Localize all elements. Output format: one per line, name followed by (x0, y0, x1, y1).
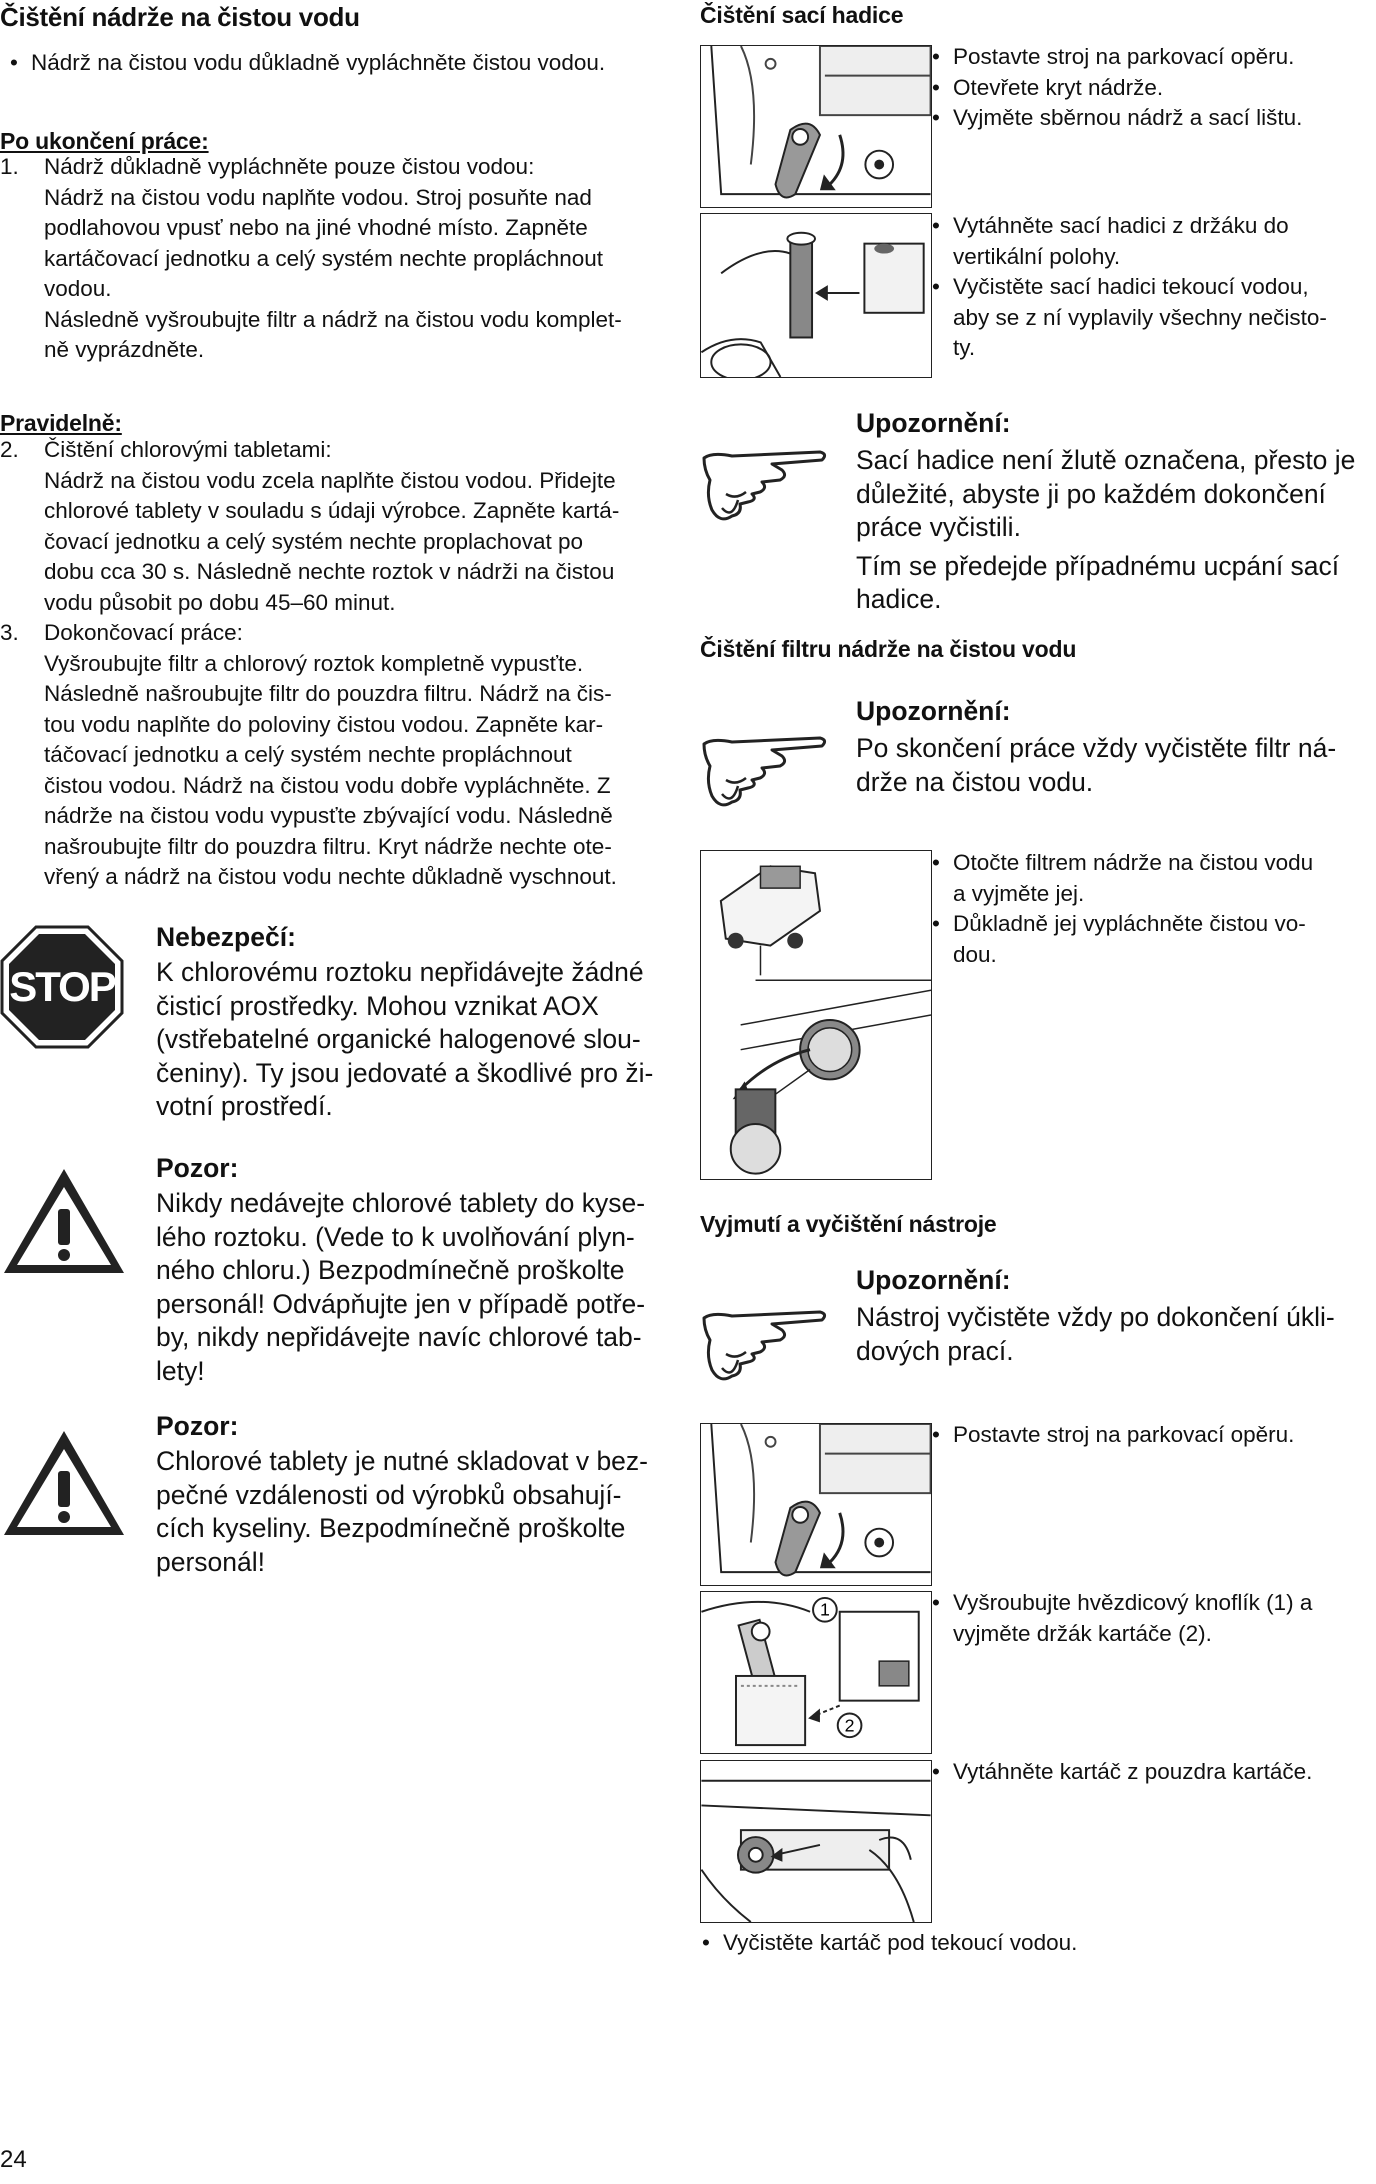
note-heading: Upozornění: (856, 1265, 1011, 1295)
section-title-filter: Čištění filtru nádrže na čistou vodu (700, 636, 1077, 662)
tool-step-1 (930, 1420, 1370, 1451)
list-item: • Postavte stroj na parkovací opěru. (930, 1420, 1370, 1451)
text-line: personál! (156, 1546, 266, 1577)
text-line: vřený a nádrž na čistou vodu nechte důkladně vyschnout. (44, 864, 617, 889)
list-item-continuation (930, 940, 1370, 971)
text-line: Nádrž na čistou vodu zcela naplňte čistou vodou. Přidejte (44, 467, 616, 493)
regular-heading: Pravidelně: (0, 410, 122, 436)
text-line: Vyšroubujte filtr a chlorový roztok kompletně vypusťte. (44, 650, 584, 676)
text-line: votní prostředí. (156, 1091, 333, 1121)
text-line: Chlorové tablety je nutné skladovat v bez- (156, 1446, 648, 1476)
note-heading: Upozornění: (856, 408, 1011, 438)
tool-step-4 (700, 1928, 1360, 1959)
text-line: hadice. (856, 584, 942, 614)
text-line: by, nikdy nepřidávejte navíc chlorové tab- (156, 1322, 642, 1352)
text-line: kartáčovací jednotku a celý systém nechte propláchnout (44, 245, 604, 271)
illustration-suction-hose (700, 213, 932, 378)
list-item-continuation (930, 1619, 1370, 1650)
pointing-hand-icon (702, 726, 832, 816)
tool-step-2 (930, 1588, 1370, 1649)
list-item: • Vytáhněte sací hadici z držáku do (930, 211, 1370, 242)
text-line: aby se z ní vyplavily všechny nečisto- (953, 304, 1327, 330)
step-number: 3. (0, 620, 19, 645)
stop-sign-label: STOP (9, 963, 115, 1010)
list-item-continuation (930, 242, 1370, 273)
list-item-continuation (930, 303, 1370, 334)
caution-heading: Pozor: (156, 1411, 239, 1441)
note-text (856, 732, 1376, 799)
text-line: drže na čistou vodu. (856, 766, 1094, 797)
text-line: ného chloru.) Bezpodmínečně proškolte (156, 1255, 625, 1285)
caution-text (156, 1445, 696, 1579)
page-number: 24 (0, 2146, 27, 2173)
hose-steps-1 (930, 42, 1370, 134)
text-line: cích kyseliny. Bezpodmínečně proškolte (156, 1513, 626, 1543)
bullet-list (8, 48, 688, 79)
text-line: ně vyprázdněte. (44, 337, 205, 362)
regular-steps (0, 435, 690, 895)
text-line: Následně našroubujte filtr do pouzdra filtru. Nádrž na čis- (44, 681, 612, 706)
illustration-tank-filter (700, 850, 932, 1180)
text-line: Sací hadice není žlutě označena, přesto je (856, 445, 1356, 475)
text-line: dových prací. (856, 1335, 1014, 1366)
text-line: lého roztoku. (Vede to k uvolňování plyn- (156, 1221, 635, 1252)
callout-1: 1 (819, 1599, 830, 1620)
text-line: Po skončení práce vždy vyčistěte filtr ná- (856, 733, 1337, 763)
text-line: čisticí prostředky. Mohou vznikat AOX (156, 990, 599, 1021)
text-line: Nástroj vyčistěte vždy po dokončení úkli- (856, 1302, 1335, 1332)
list-item-continuation (930, 879, 1370, 910)
illustration-brush-holder (700, 1591, 932, 1754)
text-line: (vstřebatelné organické halogenové slou- (156, 1024, 641, 1054)
filter-steps (930, 848, 1370, 970)
list-item: • Vytáhněte kartáč z pouzdra kartáče. (930, 1757, 1370, 1788)
text-line: dobu cca 30 s. Následně nechte roztok v nádrži na čistou (44, 559, 615, 584)
text-line: Nikdy nedávejte chlorové tablety do kyse- (156, 1188, 646, 1218)
caution-heading: Pozor: (156, 1153, 239, 1183)
text-line: vyjměte držák kartáče (2). (953, 1620, 1212, 1646)
note-text (856, 444, 1376, 617)
hose-steps-2 (930, 211, 1370, 364)
step-title: Nádrž důkladně vypláchněte pouze čistou vodou: (44, 154, 535, 179)
text-line: chlorové tablety v souladu s údaji výrobce. Zapněte kartá- (44, 498, 620, 523)
pointing-hand-icon (702, 1300, 832, 1390)
note-heading: Upozornění: (856, 696, 1011, 726)
illustration-parking-support (700, 45, 932, 208)
text-line: důležité, abyste ji po každém dokončení (856, 478, 1326, 509)
list-item: • Otočte filtrem nádrže na čistou vodu (930, 848, 1370, 879)
note-text (856, 1301, 1376, 1368)
text-line: Tím se předejde případnému ucpání sací (856, 550, 1340, 581)
pointing-hand-icon (702, 440, 832, 530)
danger-heading: Nebezpečí: (156, 922, 296, 952)
step-title: Dokončovací práce: (44, 620, 243, 645)
text-line: čovací jednotku a celý systém nechte proplachovat po (44, 528, 584, 554)
text-line: dou. (953, 941, 997, 967)
text-line: táčovací jednotku a celý systém nechte propláchnout (44, 742, 572, 767)
section-title-clean-tank: Čištění nádrže na čistou vodu (0, 2, 360, 32)
danger-text (156, 956, 696, 1124)
text-line: Následně vyšroubujte filtr a nádrž na čistou vodu komplet- (44, 306, 622, 332)
text-line: čeniny). Ty jsou jedovaté a škodlivé pro ži- (156, 1057, 654, 1088)
list-item: • Vyčistěte kartáč pod tekoucí vodou. (700, 1928, 1360, 1959)
warning-triangle-icon (0, 1165, 128, 1277)
text-line: vertikální polohy. (953, 243, 1121, 269)
text-line: tou vodu naplňte do poloviny čistou vodou. Zapněte kar- (44, 711, 604, 737)
text-line: vodu působit po dobu 45–60 minut. (44, 589, 396, 615)
text-line: nádrže na čistou vodu vypusťte zbývající vodu. Následně (44, 803, 613, 828)
caution-text (156, 1187, 696, 1388)
list-item: • Postavte stroj na parkovací opěru. (930, 42, 1370, 73)
text-line: K chlorovému roztoku nepřidávejte žádné (156, 957, 644, 987)
step-number: 1. (0, 154, 19, 179)
text-line: našroubujte filtr do pouzdra filtru. Kryt nádrže nechte ote- (44, 833, 612, 859)
text-line: vodou. (44, 276, 112, 301)
list-item: • Vyjměte sběrnou nádrž a sací lištu. (930, 103, 1370, 134)
text-line: pečné vzdálenosti od výrobků obsahují- (156, 1479, 622, 1510)
list-item: • Nádrž na čistou vodu důkladně vypláchněte čistou vodou. (8, 48, 688, 79)
list-item: • Otevřete kryt nádrže. (930, 73, 1370, 104)
illustration-parking-support (700, 1423, 932, 1586)
text-line: personál! Odvápňujte jen v případě potře- (156, 1288, 646, 1319)
stop-sign-icon (0, 925, 124, 1049)
text-line: čistou vodou. Nádrž na čistou vodu dobře vypláchněte. Z (44, 772, 611, 798)
after-work-heading: Po ukončení práce: (0, 128, 209, 154)
step-number: 2. (0, 437, 19, 462)
section-title-hose: Čištění sací hadice (700, 2, 904, 28)
list-item: • Důkladně jej vypláchněte čistou vo- (930, 909, 1370, 940)
tool-step-3 (930, 1757, 1370, 1788)
text-line: lety! (156, 1355, 205, 1386)
text-line: a vyjměte jej. (953, 880, 1085, 906)
warning-triangle-icon (0, 1427, 128, 1539)
step-title: Čištění chlorovými tabletami: (44, 437, 332, 462)
text-line: Nádrž na čistou vodu naplňte vodou. Stroj posuňte nad (44, 184, 592, 210)
illustration-brush-removal (700, 1760, 932, 1923)
text-line: podlahovou vpusť nebo na jiné vhodné místo. Zapněte (44, 215, 588, 240)
list-item: • Vyšroubujte hvězdicový knoflík (1) a (930, 1588, 1370, 1619)
section-title-tool: Vyjmutí a vyčištění nástroje (700, 1211, 997, 1237)
callout-2: 2 (844, 1715, 855, 1736)
list-item-continuation (930, 333, 1370, 364)
text-line: práce vyčistili. (856, 512, 1021, 542)
list-item: • Vyčistěte sací hadici tekoucí vodou, (930, 272, 1370, 303)
text-line: ty. (953, 335, 976, 360)
after-work-step (0, 152, 690, 382)
